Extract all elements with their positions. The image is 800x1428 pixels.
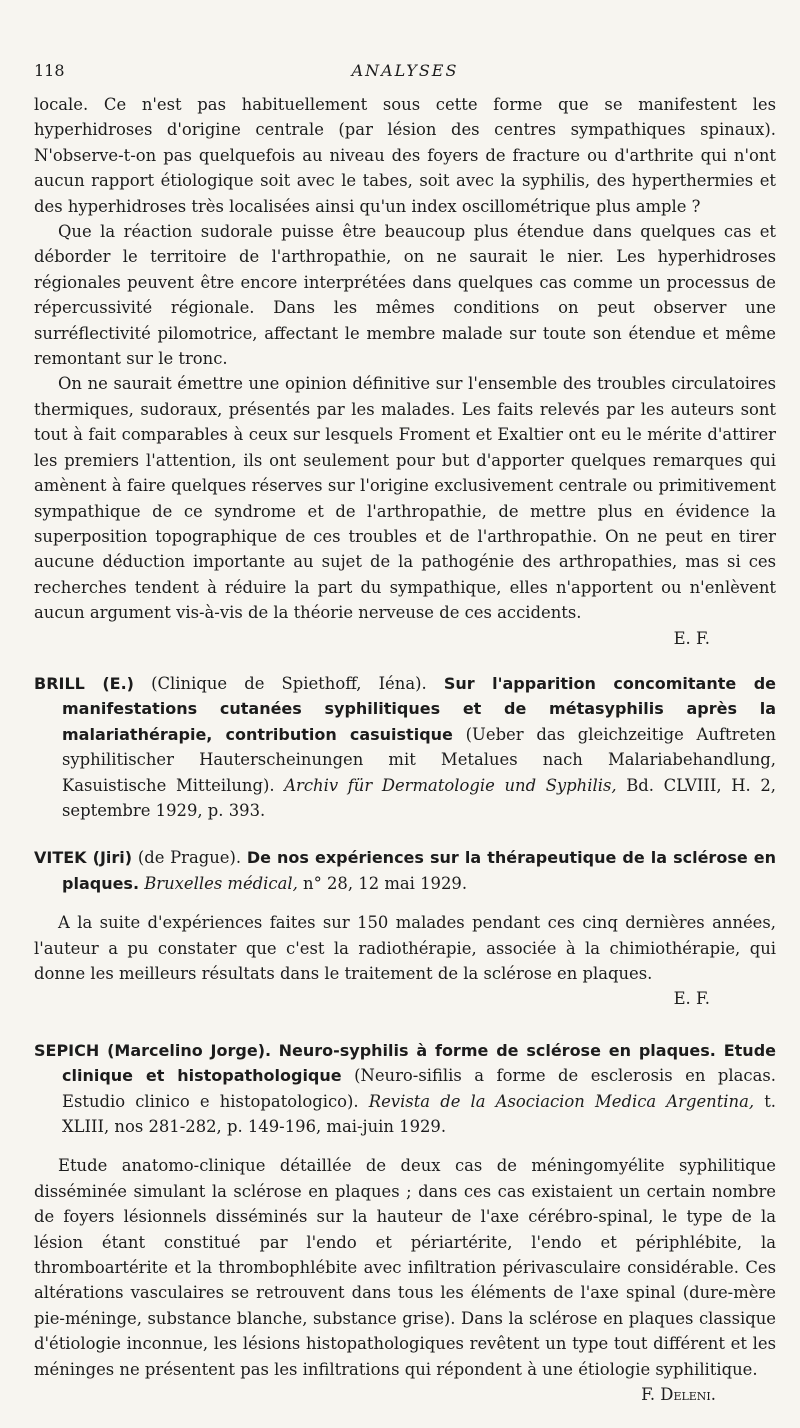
page-body <box>34 92 776 1408</box>
reference <box>34 671 776 823</box>
abstract-entry-vitek <box>34 845 776 1011</box>
running-header <box>34 58 776 82</box>
journal-name: Revista de la Asociacion Medica Argentina, <box>368 1091 755 1111</box>
continuation-paragraph-1: locale. Ce n'est pas habituellement sous cette forme que se manifestent les hyperhidroses d'origine centrale (par lésion des centres sympathiques spinaux). N'observe-t-on pas quelquefois au niveau des foyers de fracture ou d'arthrite qui n'ont aucun rapport étiologique soit avec le tabes, soit avec la syphilis, des hyperthermies et des hyperhidroses très localisées ainsi qu'un index oscillométrique plus ample ? <box>34 95 776 216</box>
signature: E. F. <box>673 989 710 1009</box>
running-title: ANALYSES <box>351 61 459 80</box>
summary: A la suite d'expériences faites sur 150 malades pendant ces cinq dernières années, l'auteur a pu constater que c'est la radiothérapie, associée à la chimiothérapie, qui donne les meilleurs résultats dans le traitement de la sclérose en plaques. <box>34 913 776 983</box>
continuation-signature: E. F. <box>673 628 710 648</box>
author: BRILL (E.) <box>34 673 134 693</box>
original-title: (Ueber das gleichzeitige Auftreten syphilitischer Hauterscheinungen mit Metalues nach Malariabehandlung, Kasuistische Mitteilung). <box>62 724 776 795</box>
journal-name: Archiv für Dermatologie und Syphilis, <box>284 775 617 795</box>
signature: F. Deleni. <box>641 1385 716 1405</box>
reference <box>34 1038 776 1140</box>
author: VITEK (Jiri) <box>34 848 133 868</box>
article-title: Neuro-syphilis à forme de sclérose en plaques. Etude clinique et histopathologique <box>62 1040 776 1086</box>
journal-name: Bruxelles médical, <box>144 873 298 893</box>
affiliation: (Clinique de Spiethoff, Iéna). <box>151 673 427 693</box>
article-title: De nos expériences sur la thérapeutique de la sclérose en plaques. <box>62 848 777 893</box>
citation: Bd. CLVIII, H. 2, septembre 1929, p. 393. <box>62 775 776 820</box>
citation: t. XLIII, nos 281-282, p. 149-196, mai-juin 1929. <box>62 1091 777 1137</box>
original-title: (Neuro-sifilis a forme de esclerosis en placas. Estudio clinico e histopatologico). <box>62 1066 776 1111</box>
citation: n° 28, 12 mai 1929. <box>303 873 468 893</box>
continuation-paragraph-3: On ne saurait émettre une opinion définitive sur l'ensemble des troubles circulatoires thermiques, sudoraux, présentés par les malades. Les faits relevés par les auteurs sont tout à fait comparables à ceux sur lesquels Froment et Exaltier ont eu le mérite d'attirer les premiers l'attention, ils ont seulement pour but d'apporter quelques remarques qui amènent à faire quelques réserves sur l'origine exclusivement centrale ou primitivement sympathique de ce syndrome et de l'arthropathie, de mettre plus en évidence la superposition topographique de ces troubles et de l'arthropathie. On ne peut en tirer aucune déduction importante au sujet de la pathogénie des arthropathies, mas si ces recherches tendent à réduire la part du sympathique, elles n'apportent ou n'enlèvent aucun argument vis-à-vis de la théorie nerveuse de ces accidents. <box>34 374 776 623</box>
continuation-paragraph-2: Que la réaction sudorale puisse être beaucoup plus étendue dans quelques cas et déborder le territoire de l'arthropathie, on ne saurait le nier. Les hyperhidroses régionales peuvent être encore interprétées dans quelques cas comme un processus de répercussivité régionale. Dans les mêmes conditions on peut observer une surréflectivité pilomotrice, affectant le membre malade sur toute son étendue et même remontant sur le tronc. <box>34 222 776 369</box>
article-title: Sur l'apparition concomitante de manifestations cutanées syphilitiques et de métasyphilis après la malariathérapie, contribution casuistique <box>62 673 776 744</box>
affiliation: (de Prague). <box>137 848 242 868</box>
summary: Etude anatomo-clinique détaillée de deux cas de méningomyélite syphilitique disséminée simulant la sclérose en plaques ; dans ces cas existaient un certain nombre de foyers lésionnels disséminés sur la hauteur de l'axe cérébro-spinal, le type de la lésion étant constitué par l'endo et périartérite, l'endo et périphlébite, la thromboartérite et la thrombophlébite avec infiltration périvasculaire considérable. Ces altérations vasculaires se retrouvent dans tous les éléments de l'axe spinal (dure-mère pie-méninge, substance blanche, substance grise). Dans la sclérose en plaques classique d'étiologie inconnue, les lésions histopathologiques revêtent un type tout différent et les méninges ne présentent pas les infiltrations qui répondent à une étiologie syphilitique. <box>34 1156 776 1379</box>
abstract-entry-sepich <box>34 1038 776 1408</box>
page-number: 118 <box>34 61 65 80</box>
abstract-entry-brill <box>34 671 776 823</box>
reference <box>34 845 776 896</box>
author: SEPICH (Marcelino Jorge). <box>34 1040 272 1060</box>
